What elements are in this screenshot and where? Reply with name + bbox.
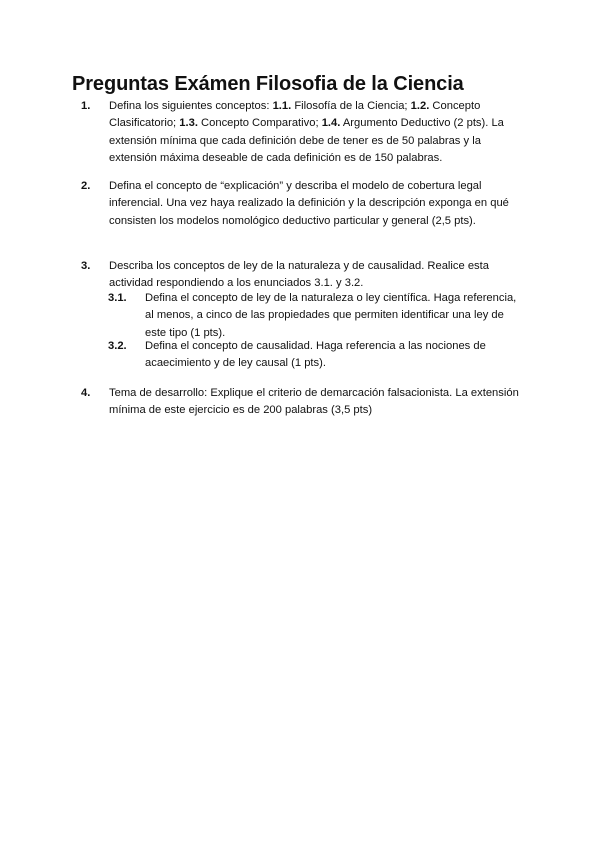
text-run: Defina los siguientes conceptos: bbox=[109, 100, 273, 112]
question-number: 1. bbox=[81, 100, 91, 112]
subquestion-text: Defina el concepto de ley de la naturaleza o ley científica. Haga referencia, al menos, a cinco de las propiedades que permiten identificar una ley de este tipo (1 pts). bbox=[145, 292, 517, 339]
text-run-bold: 1.3. bbox=[179, 117, 198, 130]
text-run-bold: 1.4. bbox=[321, 117, 341, 130]
text-run-bold: 1.2. bbox=[410, 100, 430, 112]
question-text: Tema de desarrollo: Explique el criterio de demarcación falsacionista. La extensión mínima de este ejercicio es de 200 palabras (3,5 pts) bbox=[109, 387, 519, 417]
question-text: Describa los conceptos de ley de la naturaleza y de causalidad. Realice esta actividad respondiendo a los enunciados 3.1. y 3.2. bbox=[109, 260, 489, 290]
text-run: Filosofía de la Ciencia; bbox=[291, 100, 411, 112]
text-run: Concepto Clasificatorio; bbox=[109, 100, 481, 130]
subquestion-number: 3.1. bbox=[108, 292, 127, 304]
question-number: 4. bbox=[81, 387, 91, 399]
question-number: 3. bbox=[81, 260, 91, 272]
question-text bbox=[109, 98, 521, 167]
text-run: Argumento Deductivo (2 pts). La extensión mínima que cada definición debe de tener es de 50 palabras y la extensión máxima deseable de cada definición es de 150 palabras. bbox=[109, 117, 504, 164]
subquestion-text: Defina el concepto de causalidad. Haga referencia a las nociones de acaecimiento y de ley causal (1 pts). bbox=[145, 340, 486, 370]
text-run: Concepto Comparativo; bbox=[197, 117, 322, 130]
question-number: 2. bbox=[81, 180, 91, 192]
page-title: Preguntas Exámen Filosofia de la Ciencia bbox=[72, 73, 464, 95]
subquestion-number: 3.2. bbox=[108, 340, 127, 352]
question-text: Defina el concepto de “explicación” y describa el modelo de cobertura legal inferencial. Una vez haya realizado la definición y la descripción exponga en qué consisten los modelos nomológico deductivo particular y general (2,5 pts). bbox=[109, 180, 509, 227]
text-run-bold: 1.1. bbox=[272, 100, 292, 112]
